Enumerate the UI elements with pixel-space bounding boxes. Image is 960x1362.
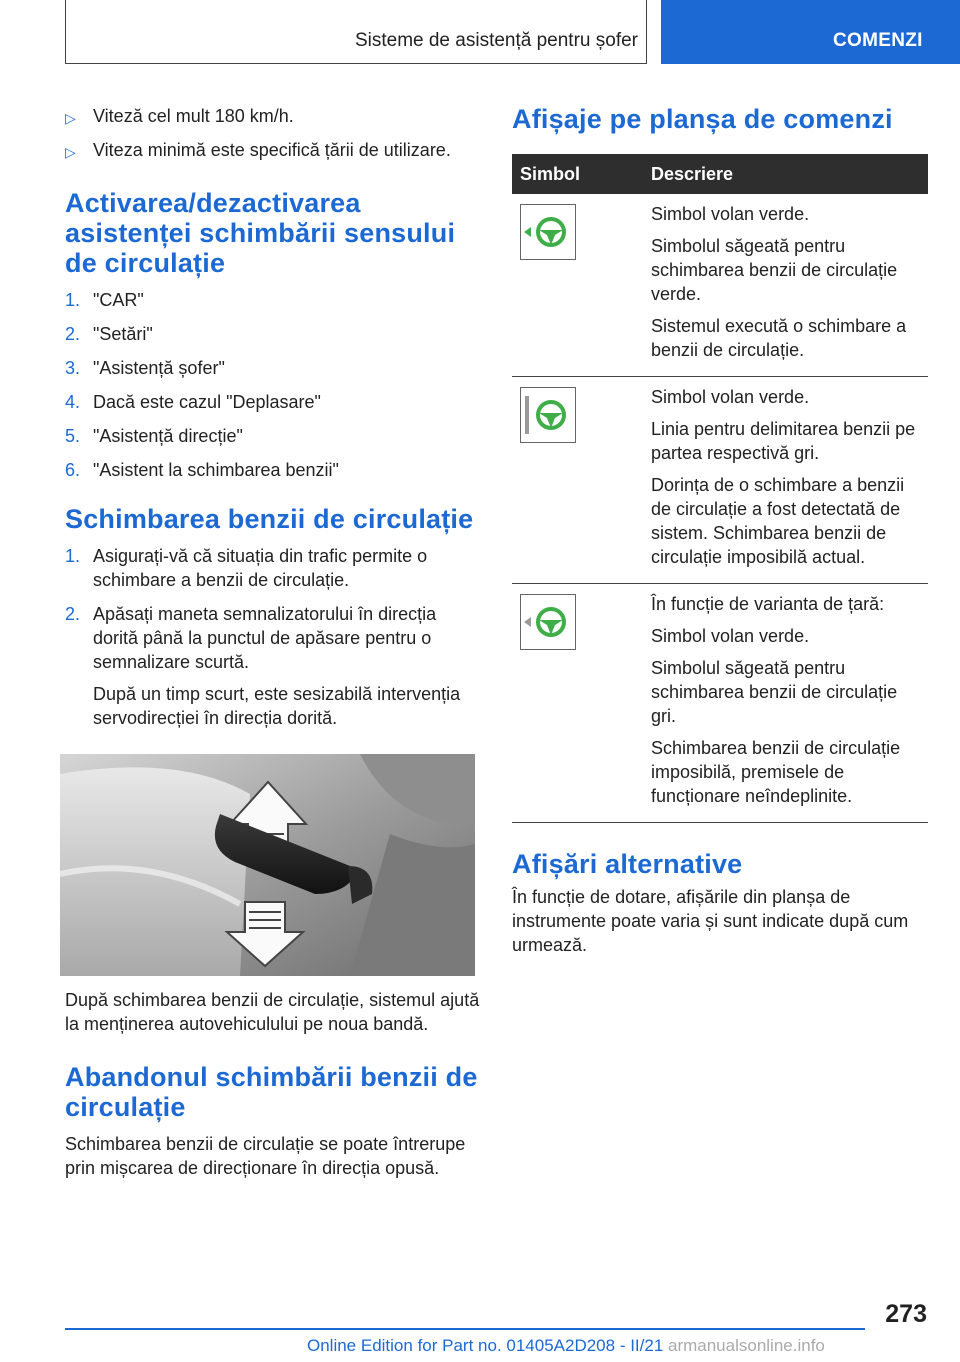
turn-signal-lever-figure — [60, 754, 475, 976]
table-header-row — [512, 154, 928, 194]
left-column — [65, 100, 480, 1190]
symbol-table — [512, 154, 928, 823]
step-item: 1. "CAR" — [65, 290, 144, 310]
header-tab-comenzi[interactable] — [661, 0, 960, 64]
abandon-text: Schimbarea benzii de circulație se poate întrerupe prin mișcarea de direcționare în direcția opusă. — [65, 1134, 466, 1178]
lane-change-steps — [65, 544, 480, 730]
row-desc-line: În funcție de varianta de țară: — [651, 594, 885, 614]
col-header-description: Descriere — [643, 154, 928, 194]
step-item: 5. "Asistență direcție" — [65, 426, 243, 446]
triangle-bullet-icon: ▷ — [65, 110, 76, 126]
row-desc-line: Simbolul săgeată pentru schimbarea benzii de circulație verde. — [651, 236, 898, 304]
footer-edition: Online Edition for Part no. 01405A2D208 - II/21 — [307, 1336, 664, 1355]
header-section-title: Sisteme de asistență pentru șofer — [354, 30, 638, 51]
heading-lane-change: Schimbarea benzii de circulație — [65, 504, 474, 534]
turn-signal-lever-illustration — [60, 754, 475, 976]
step-item: 1. Asigurați-vă că situația din trafic permite o schimbare a benzii de circulație. — [65, 546, 428, 590]
row-desc-line: Linia pentru delimitarea benzii pe partea respectivă gri. — [651, 419, 916, 463]
heading-abandon: Abandonul schimbării benzii de circulație — [65, 1062, 478, 1122]
heading-activation: Activarea/dezactivarea asistenței schimbării sensului de circulație — [65, 188, 456, 278]
steering-wheel-lane-line-icon — [520, 387, 576, 443]
table-row — [512, 377, 928, 584]
footer-divider — [65, 1328, 865, 1330]
steering-wheel-lane-change-grey-icon — [520, 594, 576, 650]
footer-watermark: armanualsonline.info — [668, 1336, 825, 1355]
after-figure-text: După schimbarea benzii de circulație, sistemul ajută la menținerea autovehiculului pe noua bandă. — [65, 990, 480, 1034]
step-item: 2. Apăsați maneta semnalizatorului în direcția dorită până la punctul de apăsare pentru o semnalizare scurtă. După un timp scurt, este sesizabilă intervenția servodirecției în direcția dorită. — [65, 602, 480, 730]
steering-wheel-lane-change-left-icon — [520, 204, 576, 260]
step-item: 6. "Asistent la schimbarea benzii" — [65, 460, 339, 480]
row-desc-line: Simbolul săgeată pentru schimbarea benzii de circulație gri. — [651, 658, 898, 726]
table-row — [512, 194, 928, 377]
row-desc-line: Schimbarea benzii de circulație imposibilă, premisele de funcționare neîndeplinite. — [651, 738, 901, 806]
row-desc-line: Dorința de o schimbare a benzii de circulație a fost detectată de sistem. Schimbarea benzii de circulație imposibilă actual. — [651, 475, 905, 567]
header-tab-label: COMENZI — [833, 30, 923, 51]
bullet-item: ▷ Viteza minimă este specifică țării de utilizare. — [65, 138, 480, 162]
row-desc-line: Simbol volan verde. — [651, 387, 810, 407]
step-item: 4. Dacă este cazul "Deplasare" — [65, 392, 321, 412]
table-row — [512, 584, 928, 823]
step-item: 3. "Asistență șofer" — [65, 358, 225, 378]
step-item: 2. "Setări" — [65, 324, 153, 344]
heading-displays: Afișaje pe planșa de comenzi — [512, 104, 893, 134]
page-number: 273 — [885, 1300, 927, 1328]
heading-alternative-displays: Afișări alternative — [512, 849, 743, 879]
bullet-item: ▷ Viteză cel mult 180 km/h. — [65, 104, 480, 128]
row-desc-line: Simbol volan verde. — [651, 204, 810, 224]
activation-steps — [65, 288, 480, 482]
col-header-symbol: Simbol — [512, 154, 643, 194]
alternative-displays-text: În funcție de dotare, afișările din planșa de instrumente poate varia și sunt indicate după cum urmează. — [512, 887, 909, 955]
row-desc-line: Sistemul execută o schimbare a benzii de circulație. — [651, 316, 907, 360]
triangle-bullet-icon: ▷ — [65, 144, 76, 160]
right-column — [512, 100, 928, 967]
step-note: După un timp scurt, este sesizabilă intervenția servodirecției în direcția dorită. — [93, 684, 461, 728]
row-desc-line: Simbol volan verde. — [651, 626, 810, 646]
